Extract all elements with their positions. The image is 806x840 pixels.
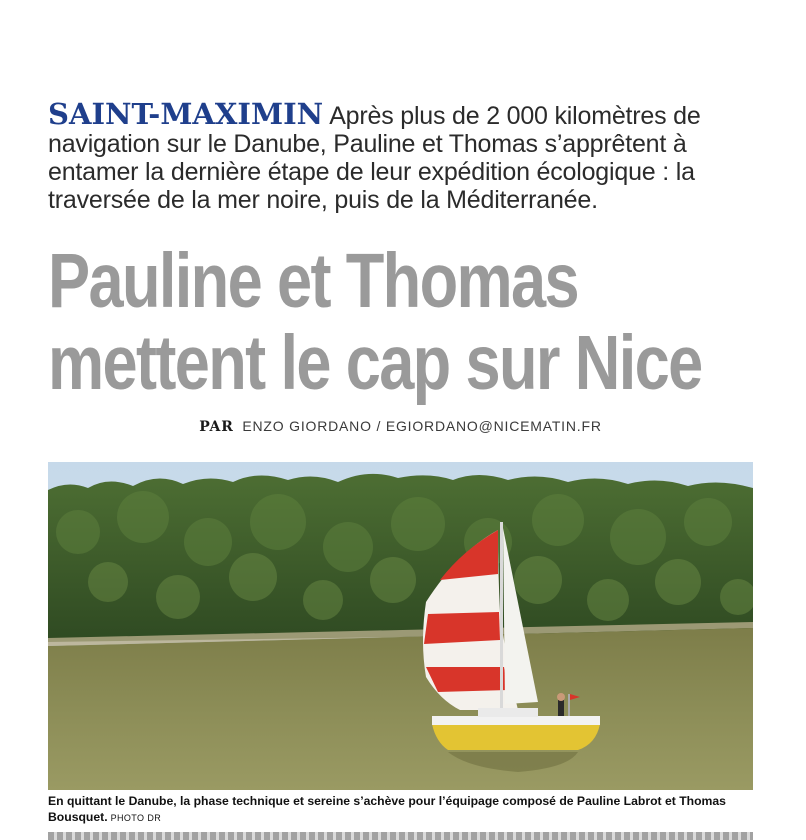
next-article-text-cut-off: [48, 832, 753, 840]
lead-text: Après plus de 2 000 kilomètres de navigation sur le Danube, Pauline et Thomas s’apprêtent à entamer la dernière étape de leur expédition écologique : la traversée de la mer noire, puis de la Méditerranée.: [48, 102, 701, 214]
location-kicker: SAINT-MAXIMIN: [48, 97, 324, 131]
byline: [48, 418, 753, 435]
article: [48, 97, 753, 824]
byline-author: ENZO GIORDANO / EGIORDANO@NICEMATIN.FR: [242, 418, 602, 434]
article-photo: [48, 462, 753, 790]
headline-line-2: mettent le cap sur Nice: [48, 320, 702, 406]
headline: [48, 238, 702, 406]
byline-prefix: PAR: [199, 419, 234, 435]
sailboat-photo-illustration: [48, 462, 753, 790]
headline-line-1: Pauline et Thomas: [48, 238, 579, 324]
photo-caption: [48, 793, 753, 826]
photo-credit: PHOTO DR: [110, 813, 162, 823]
caption-text: En quittant le Danube, la phase technique et sereine s’achève pour l’équipage composé de Pauline Labrot et Thomas Bousquet.: [48, 794, 726, 824]
article-lead: [48, 97, 753, 214]
